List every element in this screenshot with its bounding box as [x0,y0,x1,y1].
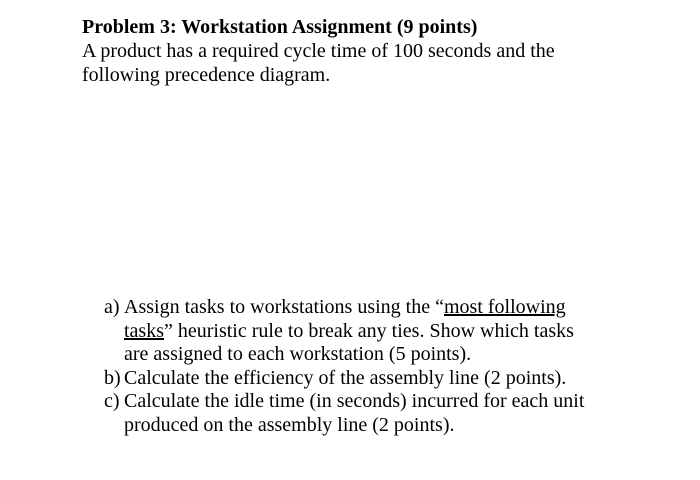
question-c-text [124,390,584,437]
question-c-line-1: Calculate the idle time (in seconds) incurred for each unit [124,390,585,412]
question-b [104,367,664,391]
question-c [104,390,664,437]
question-a [104,296,664,367]
problem-intro [82,39,662,87]
question-b-line-1: Calculate the efficiency of the assembly line (2 points). [124,366,567,389]
question-a-underlined-1: most following [444,296,566,318]
intro-line-1: A product has a required cycle time of 100 seconds and the [82,40,555,62]
intro-line-2: following precedence diagram. [82,64,331,86]
question-list [104,296,664,437]
question-a-underlined-2: tasks [124,319,164,342]
question-b-text [124,367,566,391]
question-c-line-2: produced on the assembly line (2 points). [124,413,455,436]
question-c-marker: c) [104,390,120,412]
question-a-text [124,296,574,367]
question-a-line-2-end: ” heuristic rule to break any ties. Show which tasks [164,319,574,342]
problem-title: Problem 3: Workstation Assignment (9 points) [82,16,478,38]
question-a-line-1 [124,296,574,320]
question-b-marker: b) [104,366,121,389]
problem-header [82,15,662,87]
question-a-line-1-start: Assign tasks to workstations using the “ [124,296,444,318]
question-a-line-2 [124,320,574,344]
question-a-line-3: are assigned to each workstation (5 points). [124,343,472,365]
question-a-marker: a) [104,296,120,318]
